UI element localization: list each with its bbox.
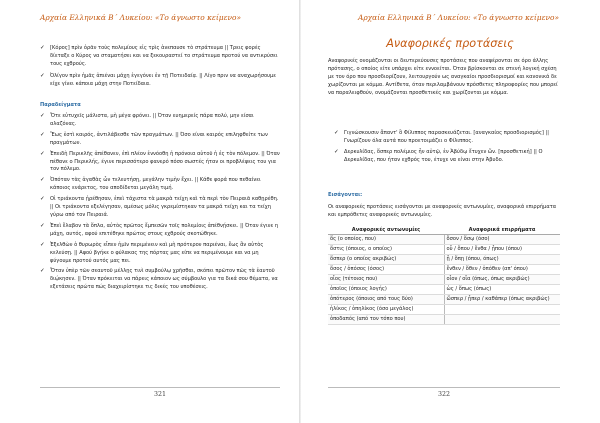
running-head-left: Αρχαία Ελληνικά Β΄ Λυκείου: «Το άγνωστο κείμενο» (40, 13, 242, 22)
list-item: ✓ Γιγνώσκουσιν ἅπαντ' ὃ Φίλιππος παρασκευάζεται. [αναγκαίος προσδιορισμός] || Γνωρίζουν όλα αυτά που προετοιμάζει ο Φίλιππος. (334, 130, 560, 146)
page-number-right: 322 (438, 391, 451, 398)
list-item: ✓ Ἕως ἐστὶ καιρός, ἀντιλάβεσθε τῶν πραγμάτων. || Όσο είναι καιρός επιληφθείτε των πραγμάτων. (40, 132, 280, 148)
section-heading-introduced: Εισάγονται: (328, 192, 363, 198)
table-cell: ὅσπερ (ο οποίος ακριβώς) (328, 255, 444, 265)
table-cell (444, 315, 560, 325)
table-cell: ὁποῖος (όποιος λογής) (328, 285, 444, 295)
table-row (328, 275, 560, 285)
table-cell: ὡς / ὅπως (όπως) (444, 285, 560, 295)
left-top-list (40, 45, 280, 89)
page-title: Αναφορικές προτάσεις (386, 37, 514, 50)
table-row (328, 305, 560, 315)
list-item: ✓ Ἐπειδὴ Περικλῆς ἀπέθανεν, ἐπὶ πλέον ἐννόοθη ἡ πρόνοια αὐτοῦ ἡ ἐς τὸν πόλεμον. || Όταν πέθανε ο Περικλής, έγινε περισσότερο φανερό πόσο σωστές ήταν οι προβλέψεις του για τον πόλεμο. (40, 151, 280, 175)
list-item: ✓ Ὅταν ὑπὲρ τῶν σεαυτοῦ μέλλῃς τινὶ συμβούλῳ χρῆσθαι, σκόπει πρῶτον πῶς τὰ ἑαυτοῦ διῴκησεν. || Όταν πρόκειται να πάρεις κάποιον ως σύμβουλο για τα δικά σου θέματα, να εξετάσεις πρώτα πώς διαχειρίστηκε τις δικές του υποθέσεις. (40, 268, 280, 292)
table-cell: οὗ / ὅπου / ἔνθα / ᾗπου (όπου) (444, 245, 560, 255)
table-row (328, 245, 560, 255)
table-row (328, 315, 560, 325)
footer-rule-right (328, 387, 560, 388)
table-cell: ὁποδαπός (από τον τόπο που) (328, 315, 444, 325)
page-number-left: 321 (154, 391, 167, 398)
left-examples-list (40, 113, 280, 292)
right-examples-list (334, 130, 560, 165)
table-cell: οἷος (τέτοιος που) (328, 275, 444, 285)
footer-rule-left (40, 387, 280, 388)
table-cell: ὁπότερος (όποιος από τους δύο) (328, 295, 444, 305)
list-item: ✓ Οἱ τριάκοντα ᾑρέθησαν, ἐπεὶ τάχιστα τὰ μακρὰ τείχη καὶ τὰ περὶ τὸν Πειραιᾶ καθῃρέθη. || Οι τριάκοντα εξελέγησαν, αμέσως μόλις γκρεμίστηκαν τα μακρά τείχη και τα τείχη γύρω από τον Πειραιά. (40, 196, 280, 220)
list-item: ✓ Ὁπόταν τὰς ἀγαθὰς ὧν τελευτήσῃ, μεγάλην τιμὴν ἔχει. || Κάθε φορά που πεθαίνει κάποιος ενάρετος, του αποδίδεται μεγάλη τιμή. (40, 177, 280, 193)
list-item: ✓ Ὀλίγον πρὶν ἡμᾶς ἀπιέναι μάχη ἐγεγόνει ἐν τῇ Ποτειδαίᾳ. || Λίγο πριν να αναχωρήσουμε είχε γίνει κάποια μάχη στην Ποτείδαια. (40, 73, 280, 89)
table-header-row (328, 226, 560, 235)
table-row (328, 295, 560, 305)
table-cell: ὅστις (όποιος, ο οποίος) (328, 245, 444, 255)
table-cell: ὅσος / ὁπόσος (όσος) (328, 265, 444, 275)
running-head-right: Αρχαία Ελληνικά Β΄ Λυκείου: «Το άγνωστο κείμενο» (358, 13, 560, 22)
table-row (328, 235, 560, 245)
table-cell: ὥσπερ / ᾗπερ / καθάπερ (όπως ακριβώς) (444, 295, 560, 305)
relative-words-table (328, 226, 560, 325)
table-cell: ὅσον / ὅσῳ (όσο) (444, 235, 560, 245)
book-spine (299, 0, 301, 423)
table-cell: οἷον / οἷα (όπως, όπως ακριβώς) (444, 275, 560, 285)
col-header-adverbs: Αναφορικά επιρρήματα (444, 226, 560, 235)
list-item: ✓ Ἐξελθὼν ὁ θυρωρὸς εἶπεν ἡμῖν περιμένειν καὶ μὴ πρότερον παριέναι, ἕως ἂν αὐτὸς κελεύσῃ. || Αφού βγήκε ο φύλακας της πόρτας μας είπε να περιμένουμε και να μη φύγουμε προτού αυτός μας πει. (40, 242, 280, 266)
table-cell (444, 305, 560, 315)
table-cell: ἔνθεν / ὅθεν / ὁπόθεν (απ' όπου) (444, 265, 560, 275)
list-item: ✓ [Κόρος] πρὶν ὁρᾶν τοὺς πολεμίους εἰς τρὶς ἀνεπαυσε τὸ στράτευμα || Τρεις φορές δίεταξε ο Κύρος να σταματήσει και να ξεκουραστεί το στράτευμα προτού να αντικρύσει τους εχθρούς. (40, 45, 280, 69)
intro-paragraph: Αναφορικές ονομάζονται οι δευτερεύουσες προτάσεις που αναφέρονται σε όρο άλλης πρότασης, ο οποίος είτε υπάρχει είτε εννοείται. Όταν βρίσκονται σε στενή λογική σχέση με τον όρο που προσδιορίζουν, λειτουργούν ως αναγκαίοι προσδιορισμοί και κανονικά δε χωρίζονται με κόμμα. Αντίθετα, όταν περιλαμβάνουν πρόσθετες πληροφορίες που μπορεί να παραλειφθούν, ονομάζονται προσθετικές και χωρίζονται με κόμμα. (328, 58, 558, 96)
table-cell: ὅς (ο οποίος, που) (328, 235, 444, 245)
table-row (328, 285, 560, 295)
table-row (328, 255, 560, 265)
table-row (328, 265, 560, 275)
list-item: ✓ Ἐπεὶ ἔλαβον τὰ ὅπλα, αὐτὸς πρῶτος ἔμπεσῶν τοῖς πολεμίοις ἀπέθνῄσκει. || Όταν έγινε η μάχη, αυτός, αφού επιτέθηκε πρώτος στους εχθρούς σκοτώθηκε. (40, 223, 280, 239)
col-header-pronouns: Αναφορικές αντωνυμίες (328, 226, 444, 235)
intro2-paragraph: Οι αναφορικές προτάσεις εισάγονται με αναφορικές αντωνυμίες, αναφορικά επιρρήματα και εμπρόθετες αναφορικές αντωνυμίες. (328, 204, 557, 218)
list-item: ✓ Δερκυλίδας, ὅσπερ πολέμιος ἦν αὐτῷ, ἐν Ἀβύδῳ ἔτυχεν ὤν. [προσθετική] || Ο Δερκυλίδας, που ήταν εχθρός του, έτυχε να είναι στην Άβυδο. (334, 149, 560, 165)
section-heading-examples: Παραδείγματα (40, 102, 81, 108)
list-item: ✓ Ὅτε εὐτυχεῖς μάλιστα, μὴ μέγα φρόνει. || Όταν ευημερείς πάρα πολύ, μην είσαι αλαζόνας. (40, 113, 280, 129)
table-cell: ἡλίκος / ὁπηλίκος (όσο μεγάλος) (328, 305, 444, 315)
table-cell: ᾗ / ὅπῃ (όπου, όπως) (444, 255, 560, 265)
